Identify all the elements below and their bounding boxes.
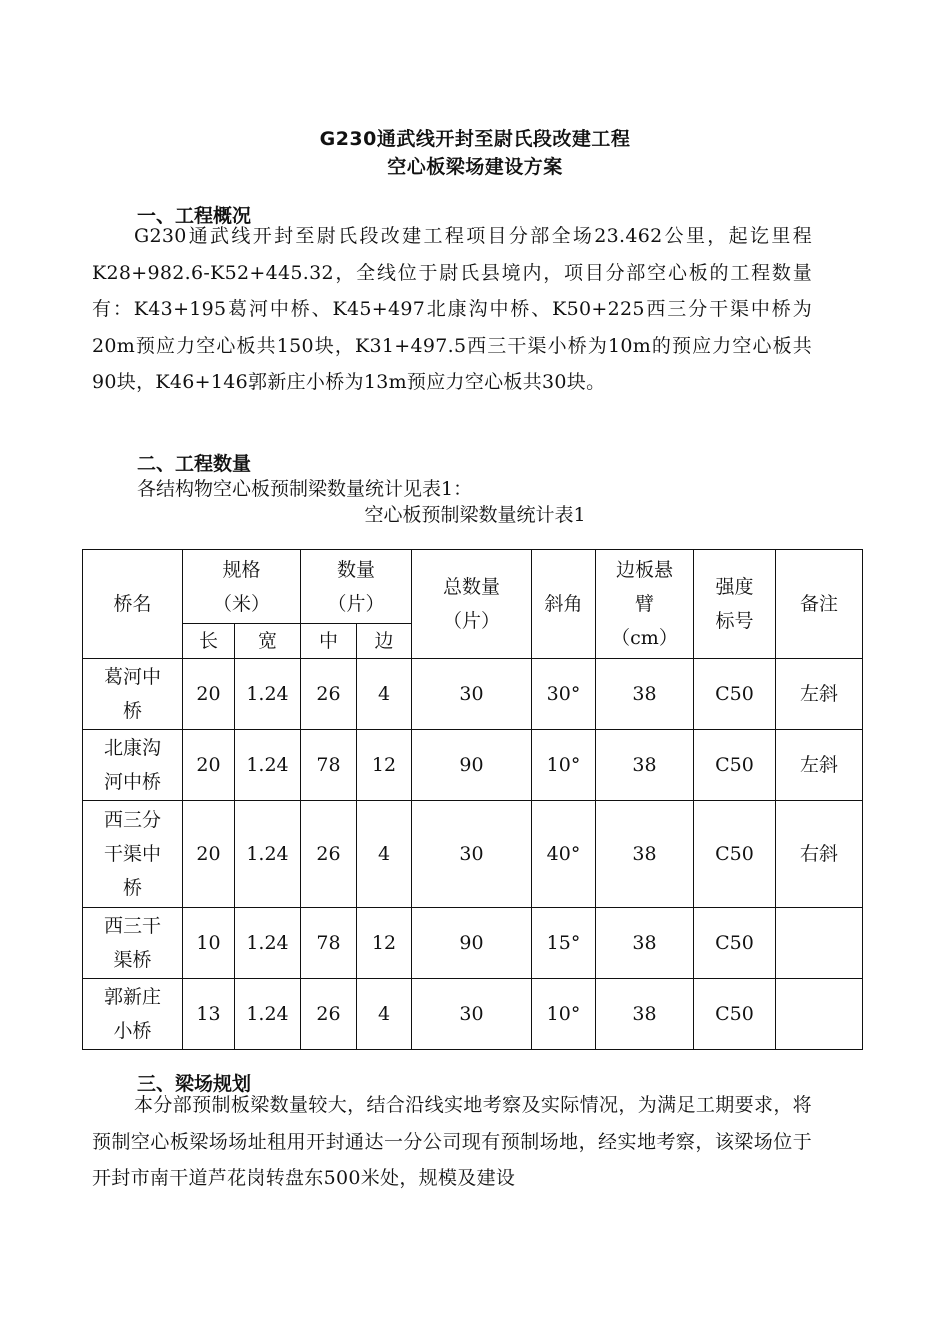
cell-bridge-name: 郭新庄小桥 — [83, 979, 183, 1050]
cell-remark — [776, 908, 863, 979]
table-row — [83, 801, 863, 908]
table-row — [83, 979, 863, 1050]
cell-total: 90 — [412, 908, 532, 979]
cell-length: 20 — [183, 730, 235, 801]
cell-bridge-name: 西三干渠桥 — [83, 908, 183, 979]
cell-bridge-name: 北康沟河中桥 — [83, 730, 183, 801]
cell-width: 1.24 — [235, 979, 301, 1050]
cell-total: 30 — [412, 979, 532, 1050]
cell-grade: C50 — [694, 659, 776, 730]
cell-length: 20 — [183, 659, 235, 730]
table-row — [83, 730, 863, 801]
cell-grade: C50 — [694, 730, 776, 801]
cell-length: 13 — [183, 979, 235, 1050]
header-spec: 规格（米） — [183, 550, 301, 624]
section3-paragraph: 本分部预制板梁数量较大，结合沿线实地考察及实际情况，为满足工期要求，将预制空心板梁场场址租用开封通达一分公司现有预制场地，经实地考察，该梁场位于开封市南干道芦花岗转盘东500米处，规模及建设 — [92, 1094, 812, 1189]
cell-middle: 78 — [301, 730, 357, 801]
header-remark: 备注 — [776, 550, 863, 659]
header-width: 宽 — [235, 624, 301, 659]
cell-remark: 右斜 — [776, 801, 863, 908]
cell-edge: 4 — [357, 801, 412, 908]
header-grade: 强度标号 — [694, 550, 776, 659]
cell-remark: 左斜 — [776, 730, 863, 801]
table-row — [83, 659, 863, 730]
cell-grade: C50 — [694, 801, 776, 908]
cell-width: 1.24 — [235, 908, 301, 979]
cell-edge: 4 — [357, 659, 412, 730]
cell-middle: 78 — [301, 908, 357, 979]
header-bridge-name: 桥名 — [83, 550, 183, 659]
cell-bridge-name: 西三分干渠中桥 — [83, 801, 183, 908]
cell-width: 1.24 — [235, 730, 301, 801]
cell-grade: C50 — [694, 979, 776, 1050]
cell-length: 20 — [183, 801, 235, 908]
section1-heading: 一、工程概况 — [137, 205, 252, 227]
cell-edge: 4 — [357, 979, 412, 1050]
header-quantity: 数量（片） — [301, 550, 412, 624]
header-cantilever: 边板悬臂（cm） — [596, 550, 694, 659]
cell-skew: 15° — [532, 908, 596, 979]
header-skew: 斜角 — [532, 550, 596, 659]
cell-cantilever: 38 — [596, 908, 694, 979]
cell-edge: 12 — [357, 730, 412, 801]
section2-heading: 二、工程数量 — [137, 453, 252, 475]
cell-middle: 26 — [301, 659, 357, 730]
section1-paragraph: G230通武线开封至尉氏段改建工程项目分部全场23.462公里，起讫里程K28+982.6-K52+445.32，全线位于尉氏县境内，项目分部空心板的工程数量有：K43+195葛河中桥、K45+497北康沟中桥、K50+225西三分干渠中桥为20m预应力空心板共150块，K31+497.5西三干渠小桥为10m的预应力空心板共90块，K46+146郭新庄小桥为13m预应力空心板共30块。 — [92, 225, 812, 393]
cell-length: 10 — [183, 908, 235, 979]
cell-total: 90 — [412, 730, 532, 801]
table-row — [83, 908, 863, 979]
cell-cantilever: 38 — [596, 801, 694, 908]
header-length: 长 — [183, 624, 235, 659]
table-caption: 空心板预制梁数量统计表1 — [364, 504, 586, 526]
cell-remark — [776, 979, 863, 1050]
cell-skew: 30° — [532, 659, 596, 730]
document-title-line2: 空心板梁场建设方案 — [387, 156, 563, 178]
document-title-line1: G230通武线开封至尉氏段改建工程 — [319, 128, 631, 150]
cell-total: 30 — [412, 801, 532, 908]
cell-bridge-name: 葛河中桥 — [83, 659, 183, 730]
cell-middle: 26 — [301, 979, 357, 1050]
cell-cantilever: 38 — [596, 730, 694, 801]
header-middle: 中 — [301, 624, 357, 659]
cell-skew: 10° — [532, 979, 596, 1050]
cell-middle: 26 — [301, 801, 357, 908]
cell-remark: 左斜 — [776, 659, 863, 730]
cell-width: 1.24 — [235, 801, 301, 908]
cell-cantilever: 38 — [596, 979, 694, 1050]
cell-skew: 40° — [532, 801, 596, 908]
table-intro: 各结构物空心板预制梁数量统计见表1： — [137, 478, 473, 500]
cell-grade: C50 — [694, 908, 776, 979]
cell-cantilever: 38 — [596, 659, 694, 730]
section3-heading: 三、梁场规划 — [137, 1073, 252, 1095]
header-total: 总数量（片） — [412, 550, 532, 659]
beam-quantity-table — [82, 549, 863, 1050]
cell-skew: 10° — [532, 730, 596, 801]
cell-total: 30 — [412, 659, 532, 730]
cell-width: 1.24 — [235, 659, 301, 730]
header-edge: 边 — [357, 624, 412, 659]
cell-edge: 12 — [357, 908, 412, 979]
